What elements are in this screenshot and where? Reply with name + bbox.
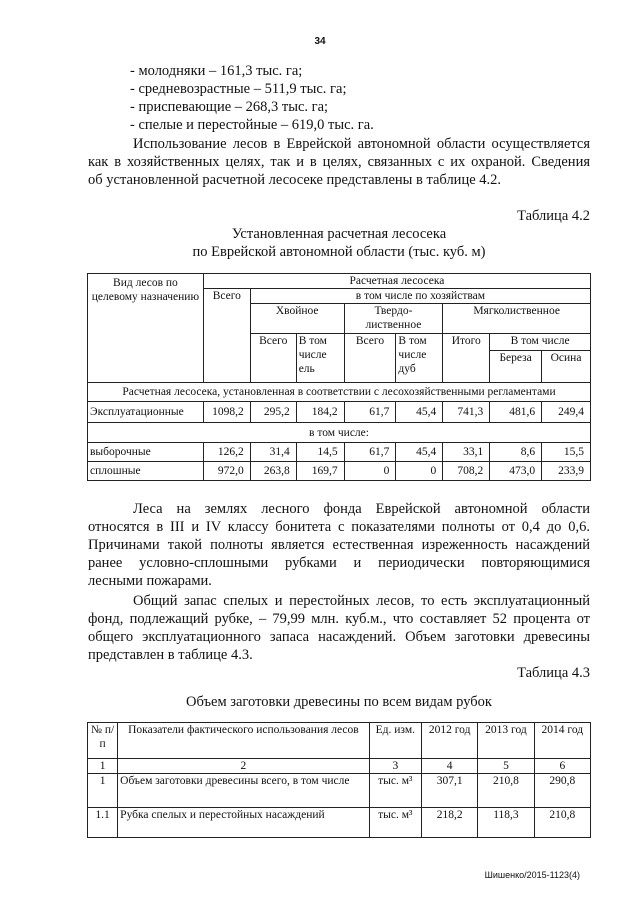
header-sum: Итого [443,334,490,383]
paragraph-line: ранее условно-сплошными рубками и периодически повторяющимися [88,555,590,571]
header-by-farm: в том числе по хозяйствам [250,289,590,304]
header-aspen: Осина [542,351,591,383]
header-calc: Расчетная лесосека [203,274,590,289]
paragraph-line: Использование лесов в Еврейской автономной области осуществляется [133,136,590,152]
header-incl-oak: В том числе дуб [396,334,443,383]
bullet-line: - средневозрастные – 511,9 тыс. га; [130,81,347,97]
cell: 210,8 [534,808,590,838]
header-hardwood: Твердо- лиственное [344,304,443,334]
table-label: Таблица 4.3 [517,665,590,681]
header-incl: В том числе [490,334,591,351]
table-row [88,462,591,481]
cell: 972,0 [203,462,250,481]
table-title: по Еврейской автономной области (тыс. куб. м) [192,244,486,260]
cell: 45,4 [396,402,443,423]
row-name: Объем заготовки древесины всего, в том числе [118,774,370,808]
table-row [88,402,591,423]
header-no: № п/п [88,723,118,759]
header-year: 2014 год [534,723,590,759]
paragraph-line: Леса на землях лесного фонда Еврейской автономной области [133,501,590,517]
paragraph-line: Причинами такой полноты является естественная изреженность насаждений [88,537,590,553]
row-number: 1 [88,774,118,808]
footer-code: Шишенко/2015-1123(4) [484,870,580,880]
paragraph-line: как в хозяйственных целях, так и в целях, связанных с их охраной. Сведения [88,154,590,170]
cell: 210,8 [478,774,534,808]
row-number: 1.1 [88,808,118,838]
row-name: Рубка спелых и перестойных насаждений [118,808,370,838]
paragraph-line: представлен в таблице 4.3. [88,647,253,663]
bullet-line: - молодняки – 161,3 тыс. га; [130,63,303,79]
cell: 473,0 [490,462,542,481]
cell: 169,7 [296,462,344,481]
cell: 263,8 [250,462,296,481]
header-sub-total: Всего [250,334,296,383]
cell: 0 [396,462,443,481]
table-row [88,443,591,462]
paragraph-line: лесными пожарами. [88,573,212,589]
cell: 708,2 [443,462,490,481]
header-unit: Ед. изм. [369,723,421,759]
cell: 184,2 [296,402,344,423]
header-total: Всего [203,289,250,383]
sub-row: в том числе: [88,423,591,443]
row-unit: тыс. м³ [369,774,421,808]
page-number: 34 [314,36,326,47]
cell: 8,6 [490,443,542,462]
paragraph-line: об установленной расчетной лесосеке представлены в таблице 4.2. [88,172,502,188]
row-name: сплошные [88,462,204,481]
col-number: 4 [421,759,477,774]
table-title: Установленная расчетная лесосека [231,226,447,242]
row-name: выборочные [88,443,204,462]
cell: 290,8 [534,774,590,808]
header-indicator: Показатели фактического использования лесов [118,723,370,759]
cell: 126,2 [203,443,250,462]
row-name: Эксплуатационные [88,402,204,423]
paragraph-line: Общий запас спелых и перестойных лесов, то есть эксплуатационный [133,593,590,609]
cell: 15,5 [542,443,591,462]
header-coniferous: Хвойное [250,304,344,334]
col-number: 1 [88,759,118,774]
cell: 61,7 [344,443,396,462]
cell: 307,1 [421,774,477,808]
cell: 249,4 [542,402,591,423]
header-year: 2012 год [421,723,477,759]
col-number: 3 [369,759,421,774]
table-4-2 [87,273,591,481]
table-row [88,808,591,838]
cell: 118,3 [478,808,534,838]
header-incl-spruce: В том числе ель [296,334,344,383]
cell: 14,5 [296,443,344,462]
header-year: 2013 год [478,723,534,759]
table-title: Объем заготовки древесины по всем видам рубок [186,694,492,710]
cell: 45,4 [396,443,443,462]
paragraph-line: общего эксплуатационного запаса насаждений. Объем заготовки древесины [88,629,590,645]
span-row: Расчетная лесосека, установленная в соответствии с лесохозяйственными регламентами [88,383,591,402]
cell: 61,7 [344,402,396,423]
header-birch: Береза [490,351,542,383]
cell: 0 [344,462,396,481]
header-sub-total: Всего [344,334,396,383]
table-row [88,774,591,808]
cell: 1098,2 [203,402,250,423]
cell: 233,9 [542,462,591,481]
col-number: 5 [478,759,534,774]
col-number: 6 [534,759,590,774]
cell: 31,4 [250,443,296,462]
bullet-line: - приспевающие – 268,3 тыс. га; [130,99,329,115]
cell: 218,2 [421,808,477,838]
header-softwood: Мягколиственное [443,304,591,334]
table-label: Таблица 4.2 [517,208,590,224]
cell: 33,1 [443,443,490,462]
cell: 481,6 [490,402,542,423]
row-unit: тыс. м³ [369,808,421,838]
cell: 741,3 [443,402,490,423]
table-4-3 [87,722,591,838]
paragraph-line: относятся в III и IV классу бонитета с показателями полноты от 0,4 до 0,6. [88,519,590,535]
bullet-line: - спелые и перестойные – 619,0 тыс. га. [130,117,374,133]
header-kind: Вид лесов по целевому назначению [88,274,204,383]
cell: 295,2 [250,402,296,423]
col-number: 2 [118,759,370,774]
paragraph-line: фонд, подлежащий рубке, – 79,99 млн. куб.м., что составляет 52 процента от [88,611,590,627]
